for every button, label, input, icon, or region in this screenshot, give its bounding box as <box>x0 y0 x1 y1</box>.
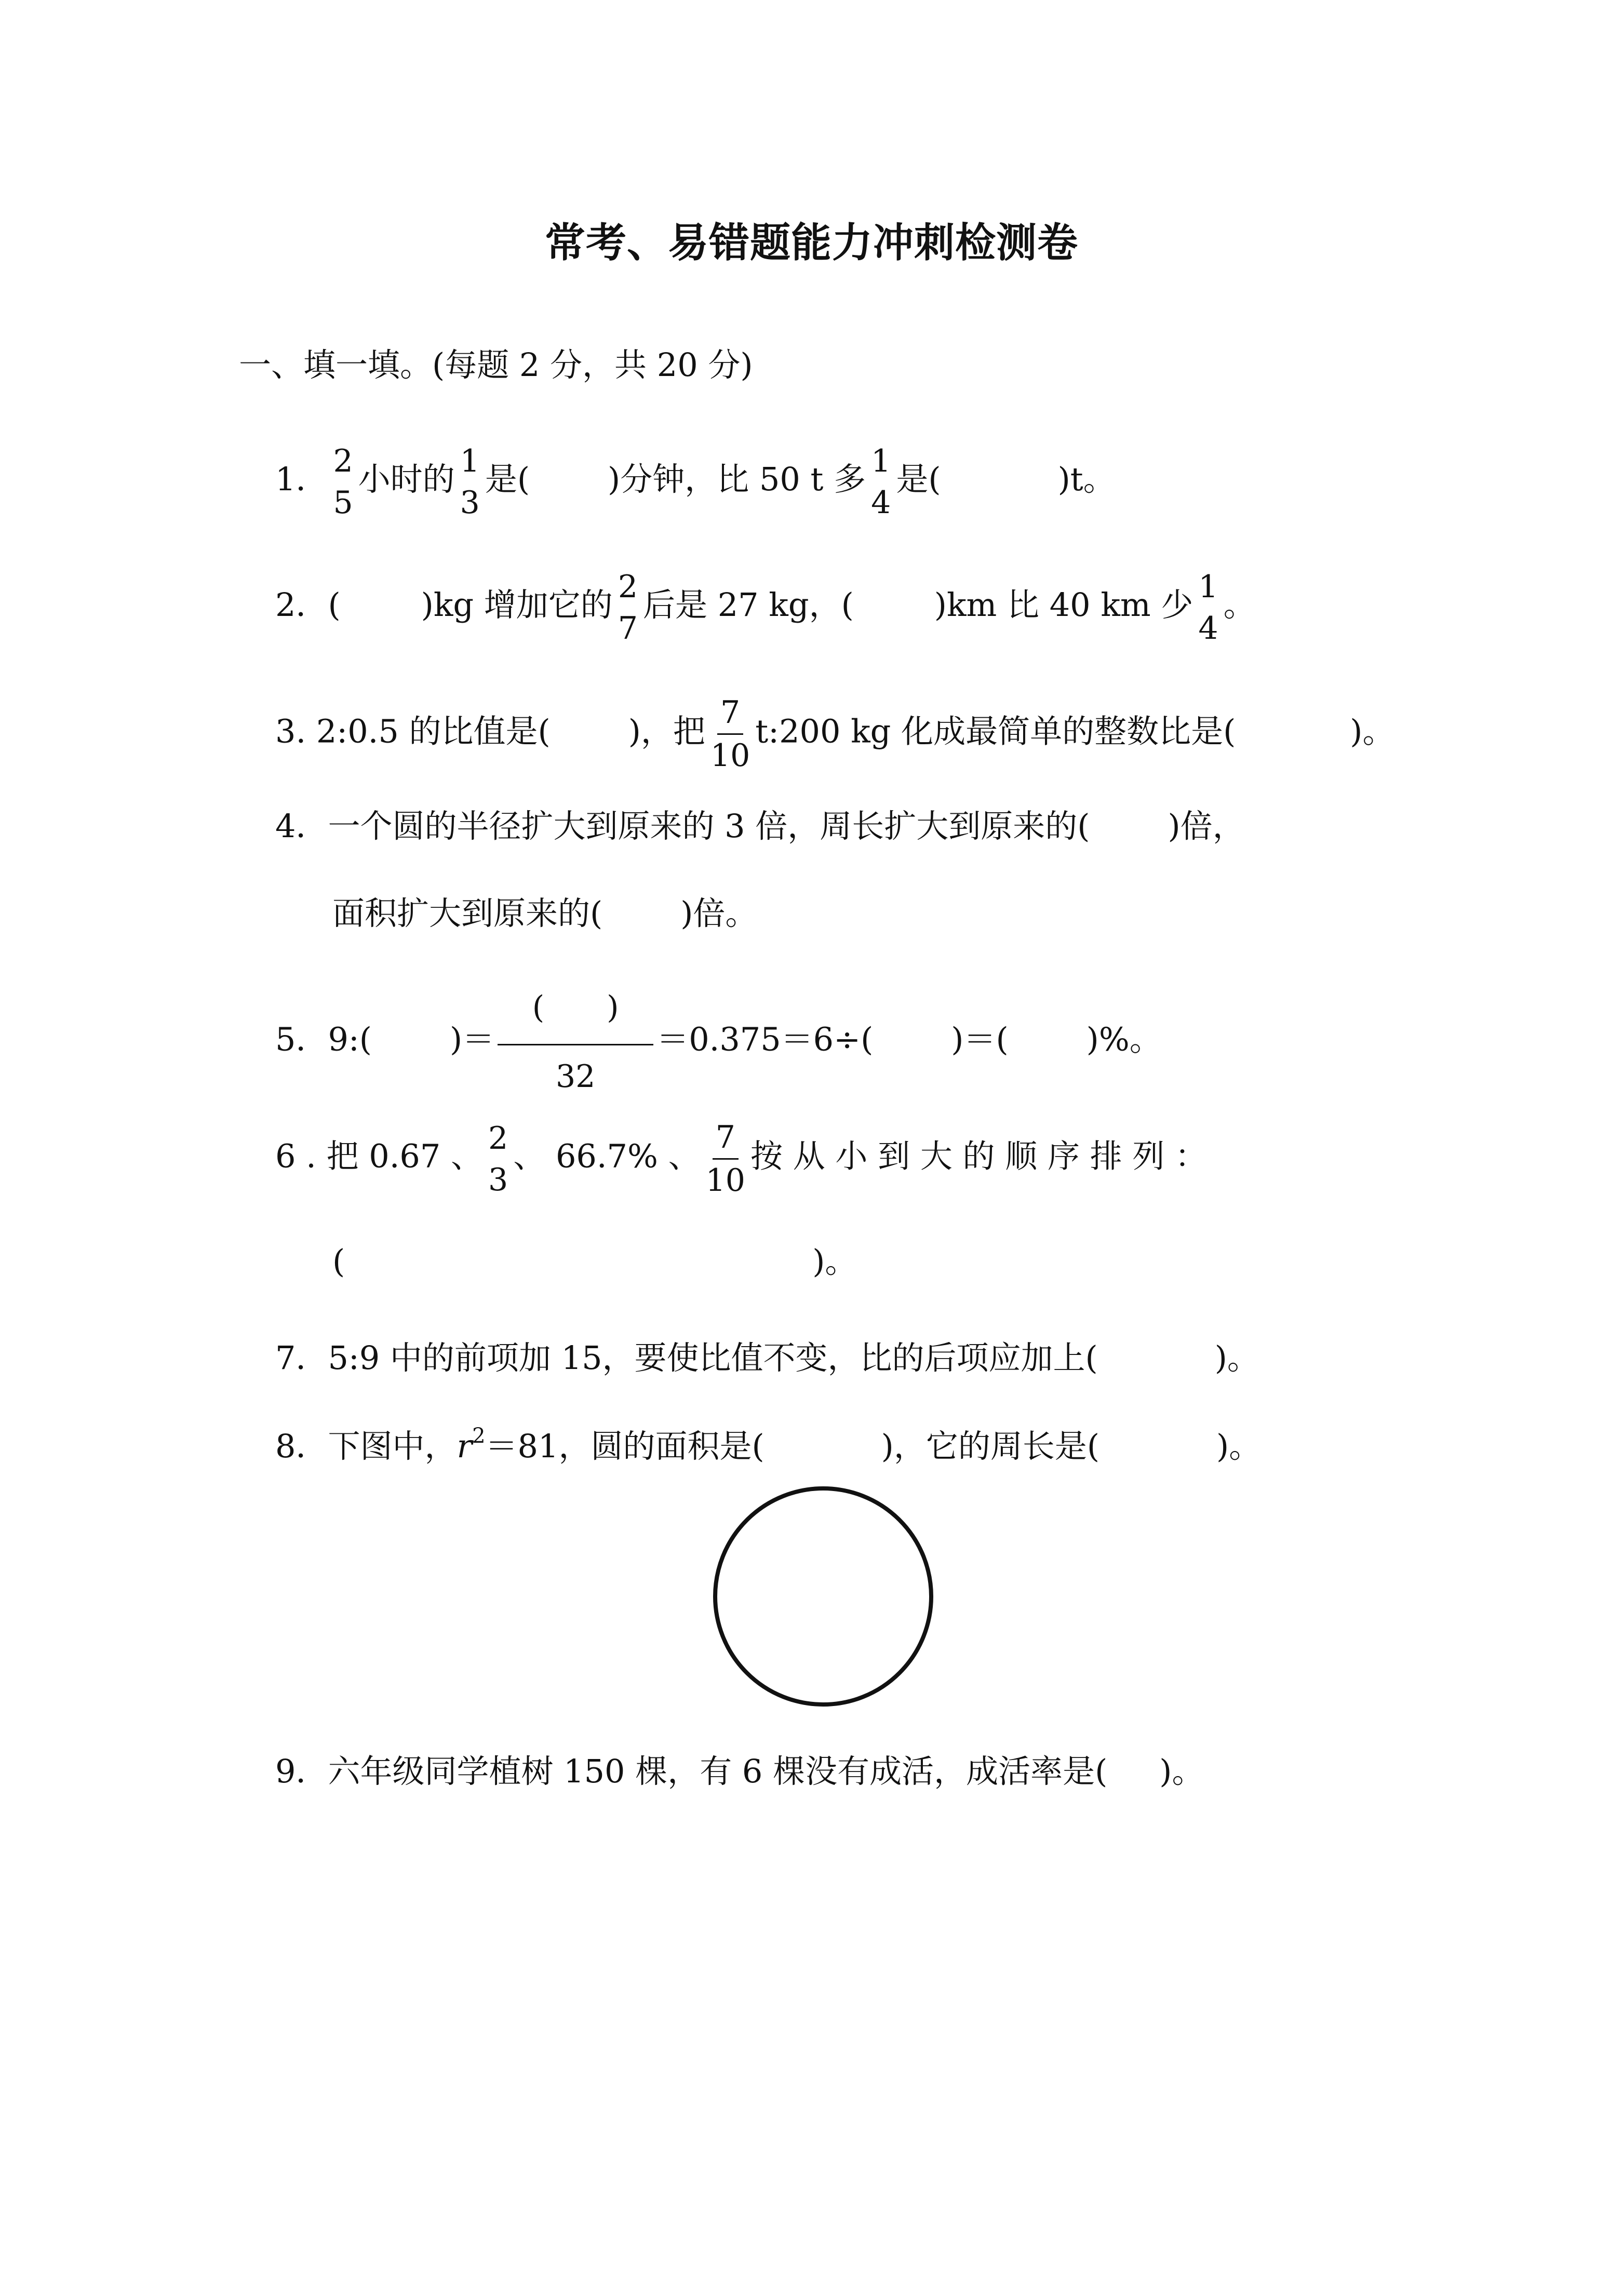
question-text: 3. 2:0.5 的比值是( <box>275 712 551 750</box>
question-text: )倍。 <box>680 894 758 932</box>
denominator: 4 <box>1198 610 1218 647</box>
question-text: 按 从 小 到 大 的 顺 序 排 列 ： <box>750 1137 1208 1175</box>
exponent: 2 <box>472 1424 486 1448</box>
question-9 <box>275 1752 1204 1790</box>
question-text: )，把 <box>628 712 705 750</box>
question-number: 2． <box>275 586 328 624</box>
question-7 <box>275 1339 1259 1377</box>
denominator: 32 <box>556 1058 596 1095</box>
question-text: )%。 <box>1086 1020 1162 1058</box>
question-4-line-2 <box>332 894 758 932</box>
radius-symbol: r <box>457 1427 473 1465</box>
question-text: ( <box>328 586 341 624</box>
fraction-2-7 <box>615 569 641 647</box>
question-5 <box>275 989 1162 1095</box>
question-text: )＝ <box>449 1020 495 1058</box>
question-text: )倍， <box>1168 807 1245 845</box>
question-text: )。 <box>1214 1339 1259 1377</box>
question-text: 面积扩大到原来的( <box>332 894 603 932</box>
question-6-answer-line <box>332 1242 857 1280</box>
question-text: 是( <box>896 460 941 499</box>
numerator: 1 <box>1198 569 1218 605</box>
fraction-7-10 <box>703 1119 748 1199</box>
question-text: 。 <box>1223 586 1256 624</box>
numerator: 2 <box>618 569 638 605</box>
numerator: 7 <box>717 697 743 735</box>
denominator: 5 <box>333 485 353 521</box>
question-text: )。 <box>1159 1752 1204 1790</box>
numerator: 1 <box>871 443 891 479</box>
fraction-2-3 <box>485 1120 511 1198</box>
question-text: )。 <box>1216 1427 1262 1465</box>
page-title: 常考、易错题能力冲刺检测卷 <box>544 220 1078 266</box>
numerator: 7 <box>713 1122 739 1160</box>
fraction-7-10 <box>707 694 753 774</box>
question-text: 9．六年级同学植树 150 棵，有 6 棵没有成活，成活率是( <box>275 1752 1108 1790</box>
question-text: 8．下图中， <box>275 1427 457 1465</box>
question-text: )。 <box>1350 712 1395 750</box>
question-4-line-1 <box>275 807 1245 845</box>
question-3 <box>275 694 1395 774</box>
denominator: 4 <box>871 485 891 521</box>
question-text: )t。 <box>1057 460 1116 499</box>
question-text: 7．5:9 中的前项加 15，要使比值不变，比的后项应加上( <box>275 1339 1098 1377</box>
question-text: )，它的周长是( <box>881 1427 1100 1465</box>
denominator: 7 <box>618 610 638 647</box>
question-text: ( <box>332 1242 345 1280</box>
fraction-1-4 <box>1195 569 1221 647</box>
question-text: )分钟，比 50 t 多 <box>608 460 866 499</box>
numerator: 2 <box>488 1120 508 1157</box>
fraction-1-4 <box>868 443 894 521</box>
numerator: 2 <box>333 443 353 479</box>
question-text: 5．9:( <box>275 1020 372 1058</box>
question-2 <box>275 569 1256 647</box>
question-text: )＝( <box>951 1020 1009 1058</box>
question-number: 1． <box>275 460 328 499</box>
question-text: 、 66.7% 、 <box>513 1137 701 1175</box>
question-text: 后是 27 kg，( <box>643 586 854 624</box>
question-text: 6 . 把 0.67 、 <box>275 1137 484 1175</box>
question-text: ＝0.375＝6÷( <box>656 1020 874 1058</box>
fraction-1-3 <box>457 443 483 521</box>
denominator: 3 <box>488 1161 508 1198</box>
question-text: t:200 kg 化成最简单的整数比是( <box>755 712 1236 750</box>
question-text: 是( <box>485 460 530 499</box>
circle-figure <box>713 1486 933 1707</box>
denominator: 10 <box>710 737 750 774</box>
denominator: 10 <box>705 1162 745 1199</box>
question-text: )kg 增加它的 <box>421 586 613 624</box>
section-heading: 一、填一填。(每题 2 分，共 20 分) <box>239 346 753 384</box>
question-text: )。 <box>812 1242 857 1280</box>
fraction-2-5 <box>330 443 356 521</box>
question-8 <box>275 1424 1262 1465</box>
question-6 <box>275 1119 1208 1199</box>
numerator-blank[interactable]: ( ) <box>498 992 653 1045</box>
question-1 <box>275 443 1116 521</box>
question-text: 4．一个圆的半径扩大到原来的 3 倍，周长扩大到原来的( <box>275 807 1090 845</box>
question-text: 小时的 <box>358 460 455 499</box>
denominator: 3 <box>460 485 480 521</box>
question-text: )km 比 40 km 少 <box>934 586 1193 624</box>
fraction-blank-over-32 <box>498 989 653 1095</box>
question-text: ＝81，圆的面积是( <box>485 1427 764 1465</box>
numerator: 1 <box>460 443 480 479</box>
